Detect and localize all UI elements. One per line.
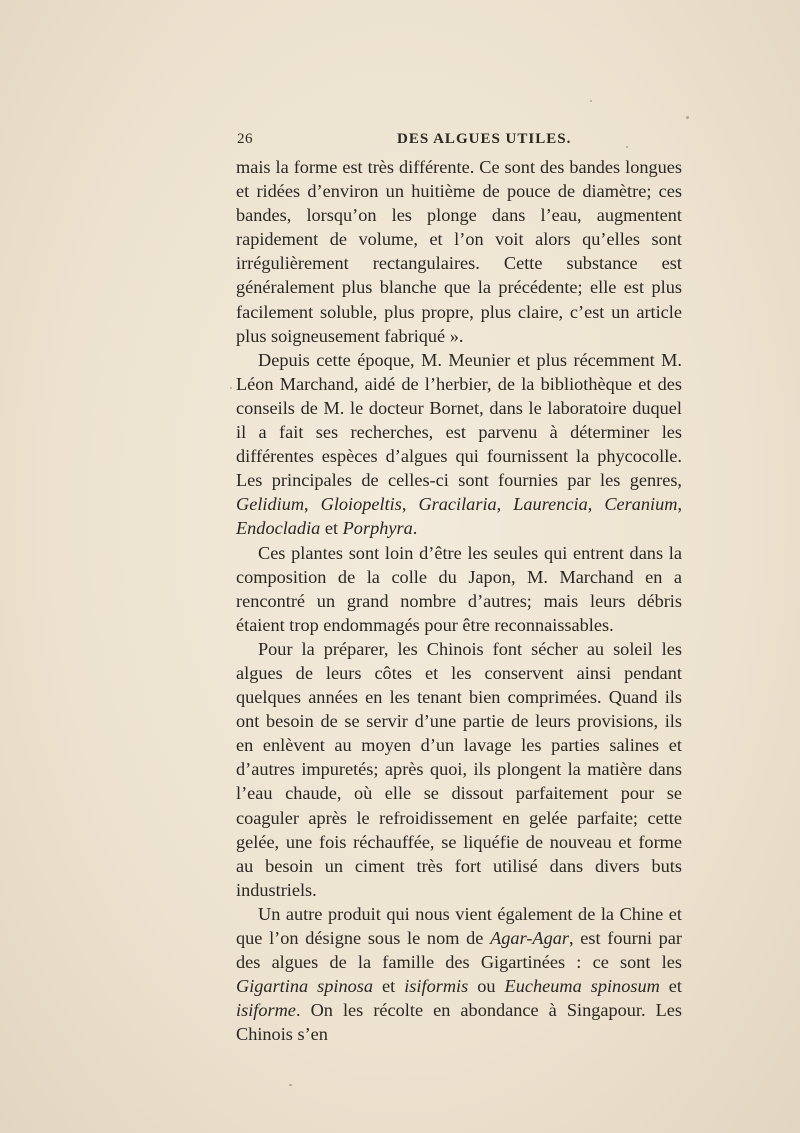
text-run: , bbox=[496, 494, 514, 515]
text-run: Un autre produit qui nous vient également de la Chine et que l’on désigne sous le nom de bbox=[236, 903, 682, 948]
text-run: Ces plantes sont loin d’être les seules qui entrent dans la composition de la colle du Japon, M. Marchand en a rencontré un grand nombre d’autres; mais leurs débris étaient trop endommagés pour être reconnaissables. bbox=[236, 542, 682, 635]
text-run: . bbox=[412, 518, 418, 539]
text-run: , bbox=[677, 494, 683, 515]
italic-term: Gracilaria bbox=[418, 494, 497, 515]
italic-term: isiformis bbox=[404, 976, 469, 997]
page-number: 26 bbox=[237, 131, 253, 147]
italic-term: Porphyra bbox=[342, 518, 413, 539]
text-run: . On les récolte en abondance à Singapour. Les Chinois s’en bbox=[236, 1000, 682, 1045]
paper-speck bbox=[686, 116, 689, 119]
text-run: Pour la préparer, les Chinois font sécher au soleil les algues de leurs côtes et les conservent ainsi pendant quelques années en les tenant bien comprimées. Quand ils ont besoin de se servir d’une partie de leurs provisions, ils en enlèvent au moyen d’un lavage les parties salines et d’autres impuretés; après quoi, ils plongent la matière dans l’eau chaude, où elle se dissout parfaitement pour se coaguler après le refroidissement en gelée parfaite; cette gelée, une fois réchauffée, se liquéfie de nouveau et forme au besoin un ciment très fort utilisé dans divers buts industriels. bbox=[236, 638, 682, 900]
text-run: , est fourni par des algues de la famille des Gigartinées : ce sont les bbox=[236, 928, 683, 973]
italic-term: Gloiopeltis bbox=[320, 494, 402, 515]
italic-term: Eucheuma spinosum bbox=[504, 976, 660, 997]
text-run: ou bbox=[468, 976, 505, 997]
paragraph bbox=[236, 541, 682, 637]
body-text bbox=[236, 155, 682, 1046]
paragraph bbox=[236, 155, 682, 348]
italic-term: Endocladia bbox=[236, 518, 321, 539]
italic-term: Ceranium bbox=[604, 494, 678, 515]
paragraph bbox=[236, 637, 682, 902]
running-title: DES ALGUES UTILES. bbox=[397, 131, 572, 147]
text-run: et bbox=[320, 518, 343, 539]
text-run: , bbox=[587, 494, 605, 515]
text-run: et bbox=[659, 976, 683, 997]
text-run: et bbox=[373, 976, 405, 997]
italic-term: Gigartina spinosa bbox=[236, 976, 373, 997]
running-head bbox=[237, 131, 681, 153]
text-run: Depuis cette époque, M. Meunier et plus récemment M. Léon Marchand, aidé de l’herbier, de la bibliothèque et des conseils de M. le docteur Bornet, dans le laboratoire duquel il a fait ses recherches, est parvenu à déterminer les différentes espèces d’algues qui fournissent la phycocolle. Les principales de celles-ci sont fournies par les genres, bbox=[236, 349, 682, 491]
text-run: mais la forme est très différente. Ce sont des bandes longues et ridées d’environ un huitième de pouce de diamètre; ces bandes, lorsqu’on les plonge dans l’eau, augmentent rapidement de volume, et l’on voit alors qu’elles sont irrégulièrement rectangulaires. Cette substance est généralement plus blanche que la précédente; elle est plus facilement soluble, plus propre, plus claire, c’est un article plus soigneusement fabriqué ». bbox=[236, 157, 682, 346]
paper-speck bbox=[626, 146, 628, 148]
paragraph bbox=[236, 348, 682, 541]
italic-term: Laurencia bbox=[513, 494, 588, 515]
italic-term: Agar-Agar bbox=[490, 928, 569, 948]
text-run: , bbox=[304, 494, 321, 515]
text-run: , bbox=[401, 494, 419, 515]
italic-term: Gelidium bbox=[236, 494, 305, 515]
paragraph bbox=[236, 902, 682, 1047]
paper-speck bbox=[230, 387, 232, 389]
paper-speck bbox=[590, 100, 592, 102]
italic-term: isiforme bbox=[236, 1000, 296, 1021]
paper-speck bbox=[289, 1084, 292, 1086]
